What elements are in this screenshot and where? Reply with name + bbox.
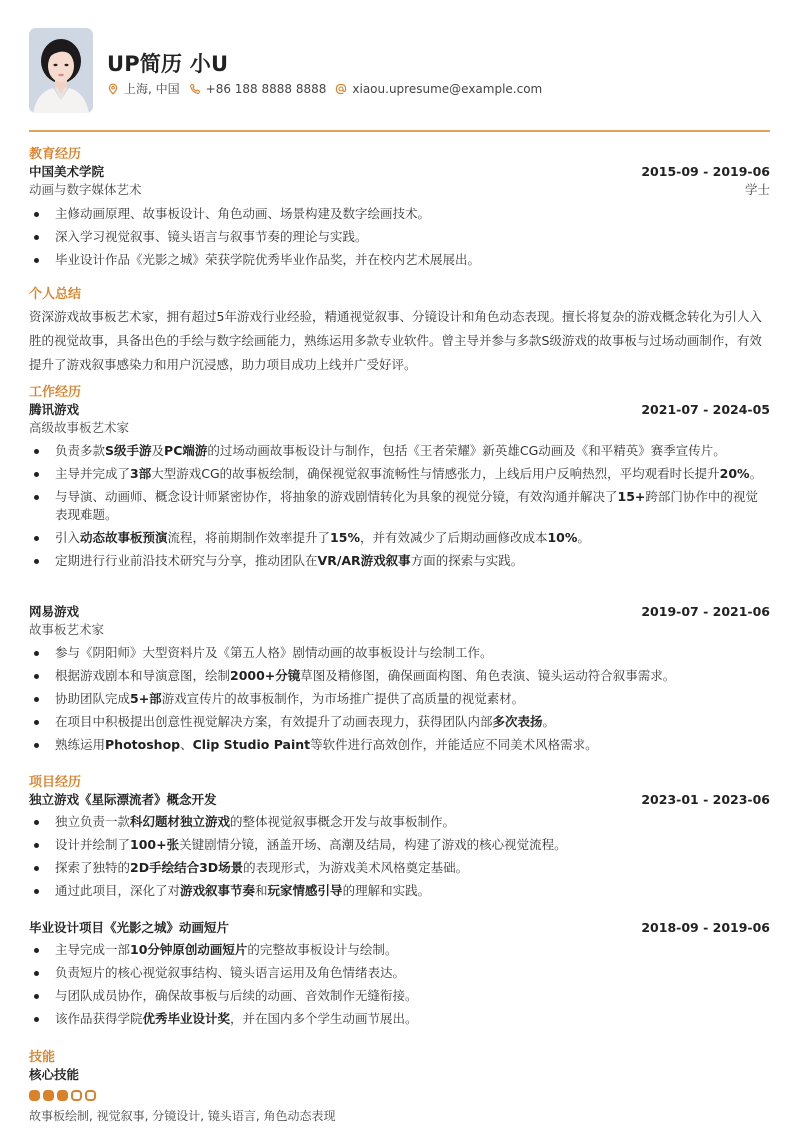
contact-info [107,80,551,97]
bullet-text: 主导并完成了 [55,466,131,481]
education-section [29,147,770,274]
job-date: 2019-07 - 2021-06 [641,604,770,619]
bullet-text: 大型游戏CG的故事板绘制，确保视觉叙事流畅性与情感张力，上线后用户反响热烈，平均观看时长提升 [151,466,720,481]
bullet-text: ，并有效减少了后期动画修改成本 [359,530,548,545]
bullet-text: 协助团队完成 [55,691,131,706]
projects-section [29,775,770,905]
work-section-2 [29,603,770,759]
location-text: 上海, 中国 [124,82,180,96]
highlight-text: 优秀毕业设计奖 [142,1011,231,1026]
list-item [29,442,770,460]
highlight-text: Photoshop [105,737,181,752]
education-subrow [29,181,770,199]
job-date: 2021-07 - 2024-05 [641,402,770,417]
list-item [29,836,770,854]
education-date: 2015-09 - 2019-06 [641,164,770,179]
contact-location [107,80,180,97]
company-name: 网易游戏 [29,604,80,619]
bullet-text: 负责多款 [55,443,106,458]
project-name: 毕业设计项目《光影之城》动画短片 [29,920,230,935]
list-item [29,465,770,483]
highlight-text: 5+部 [130,691,162,706]
skill-dot-filled-icon [43,1090,54,1101]
list-item [29,736,770,754]
map-pin-icon [107,83,119,95]
project-bullets [29,941,770,1028]
list-item [29,941,770,959]
highlight-text: 游戏叙事节奏 [180,883,256,898]
job-bullets [29,644,770,754]
skill-list: 故事板绘制, 视觉叙事, 分镜设计, 镜头语言, 角色动态表现 [29,1109,336,1123]
list-item [29,488,770,524]
highlight-text: 3部 [130,466,152,481]
summary-text: 资深游戏故事板艺术家，拥有超过5年游戏行业经验，精通视觉叙事、分镜设计和角色动态表现。擅长将复杂的游戏概念转化为引人入胜的视觉故事，具备出色的手绘与数字绘画能力，熟练运用多款专业软件。曾主导并参与多款S级游戏的故事板与过场动画制作，有效提升了游戏叙事感染力和用户沉浸感，助力项目成功上线并广受好评。 [29,309,762,372]
section-title-projects: 项目经历 [29,775,82,790]
school-name: 中国美术学院 [29,164,105,179]
candidate-name: UP简历 小U [107,52,229,76]
bullet-text: 与团队成员协作，确保故事板与后续的动画、音效制作无缝衔接。 [55,988,418,1003]
bullet-text: 的完整故事板设计与绘制。 [247,942,398,957]
job-bullets [29,442,770,570]
highlight-text: 动态故事板预演 [80,530,168,545]
project-bullets [29,813,770,900]
skill-dot-empty-icon [71,1090,82,1101]
highlight-text: 10% [547,530,578,545]
phone-text[interactable]: +86 188 8888 8888 [205,81,327,96]
list-item: 深入学习视觉叙事、镜头语言与叙事节奏的理论与实践。 [29,228,770,246]
work-section [29,385,770,575]
bullet-text: 该作品获得学院 [55,1011,143,1026]
highlight-text: 2D手绘结合3D场景 [130,860,244,875]
section-title-education: 教育经历 [29,147,82,162]
bullet-text: 的过场动画故事板设计与制作，包括《王者荣耀》新英雄CG动画及《和平精英》赛季宣传片。 [207,443,726,458]
bullet-text: 负责短片的核心视觉叙事结构、镜头语言运用及角色情绪表达。 [55,965,406,980]
bullet-text: 与导演、动画师、概念设计师紧密协作，将抽象的游戏剧情转化为具象的视觉分镜，有效沟通并解决了 [55,489,618,504]
contact-email [335,82,542,96]
highlight-text: 科幻题材独立游戏 [130,814,231,829]
education-row [29,163,770,181]
job-role: 故事板艺术家 [29,622,105,637]
education-bullets [29,205,770,269]
phone-icon [189,83,201,95]
bullet-text: 跨部门协作中的视觉表现难题。 [55,489,758,522]
list-item [29,552,770,570]
bullet-text: 通过此项目，深化了对 [55,883,181,898]
bullet-text: 、 [180,737,193,752]
job-role: 高级故事板艺术家 [29,420,130,435]
bullet-text: 等软件进行高效创作，并能适应不同美术风格需求。 [310,737,598,752]
list-item [29,690,770,708]
highlight-text: 20% [719,466,750,481]
highlight-text: 100+张 [130,837,180,852]
list-item [29,882,770,900]
list-item [29,667,770,685]
project-date: 2023-01 - 2023-06 [641,792,770,807]
highlight-text: VR/AR游戏叙事 [317,553,411,568]
bullet-text: 熟练运用 [55,737,106,752]
contact-phone [189,82,327,96]
company-name: 腾讯游戏 [29,402,80,417]
bullet-text: 流程，将前期制作效率提升了 [167,530,331,545]
skill-dot-filled-icon [29,1090,40,1101]
skill-dot-filled-icon [57,1090,68,1101]
highlight-text: 2000+分镜 [230,668,301,683]
header-divider [29,130,770,132]
bullet-text: 定期进行行业前沿技术研究与分享，推动团队在 [55,553,318,568]
section-title-work: 工作经历 [29,385,82,400]
list-item: 毕业设计作品《光影之城》荣获学院优秀毕业作品奖，并在校内艺术展展出。 [29,251,770,269]
bullet-text: 独立负责一款 [55,814,131,829]
resume-header [29,28,770,114]
bullet-text: 的整体视觉叙事概念开发与故事板制作。 [230,814,456,829]
degree: 学士 [744,182,770,197]
bullet-text: 探索了独特的 [55,860,131,875]
project-row [29,791,770,809]
highlight-text: 15+ [617,489,646,504]
list-item [29,964,770,982]
list-item [29,859,770,877]
avatar-portrait-icon [29,28,93,113]
bullet-text: 。 [749,466,763,481]
job-entry [29,603,770,754]
highlight-text: PC端游 [164,443,208,458]
bullet-text: 草图及精修图，确保画面构图、角色表演、镜头运动符合叙事需求。 [300,668,676,683]
project-name: 独立游戏《星际漂流者》概念开发 [29,792,217,807]
job-row [29,401,770,419]
skill-dot-empty-icon [85,1090,96,1101]
bullet-text: 方面的探索与实践。 [410,553,524,568]
bullet-text: 和 [255,883,268,898]
list-item [29,987,770,1005]
highlight-text: S级手游 [105,443,152,458]
bullet-text: 参与《阴阳师》大型资料片及《第五人格》剧情动画的故事板设计与绘制工作。 [55,645,493,660]
bullet-text: 的理解和实践。 [342,883,431,898]
list-item [29,813,770,831]
skill-level-rating [29,1090,770,1101]
bullet-text: 引入 [55,530,81,545]
bullet-text: 。 [577,530,590,545]
bullet-text: 及 [151,443,165,458]
list-item [29,713,770,731]
highlight-text: 10分钟原创动画短片 [130,942,248,957]
highlight-text: 玩家情感引导 [267,883,343,898]
profile-photo [29,28,93,113]
skills-section [29,1050,770,1124]
highlight-text: 15% [330,530,360,545]
projects-section-2 [29,919,770,1033]
major: 动画与数字媒体艺术 [29,182,142,197]
project-entry [29,791,770,900]
at-sign-icon [335,83,347,95]
bullet-text: 游戏宣传片的故事板制作，为市场推广提供了高质量的视觉素材。 [161,691,525,706]
summary-section [29,287,770,377]
skill-group-name: 核心技能 [29,1067,80,1082]
list-item [29,1010,770,1028]
list-item: 主修动画原理、故事板设计、角色动画、场景构建及数字绘画技术。 [29,205,770,223]
list-item [29,529,770,547]
bullet-text: 。 [542,714,556,729]
section-title-skills: 技能 [29,1050,56,1065]
list-item [29,644,770,662]
project-row [29,919,770,937]
bullet-text: 的表现形式，为游戏美术风格奠定基础。 [243,860,469,875]
project-entry [29,919,770,1028]
bullet-text: 根据游戏剧本和导演意图，绘制 [55,668,231,683]
highlight-text: Clip Studio Paint [192,737,311,752]
bullet-text: 关键剧情分镜，涵盖开场、高潮及结局，构建了游戏的核心视觉流程。 [179,837,567,852]
project-date: 2018-09 - 2019-06 [641,920,770,935]
bullet-text: 设计并绘制了 [55,837,131,852]
section-title-summary: 个人总结 [29,287,82,302]
email-text[interactable]: xiaou.upresume@example.com [352,81,543,96]
bullet-text: 主导完成一部 [55,942,131,957]
job-row [29,603,770,621]
highlight-text: 多次表扬 [492,714,543,729]
bullet-text: ，并在国内多个学生动画节展出。 [230,1011,418,1026]
bullet-text: 在项目中积极提出创意性视觉解决方案，有效提升了动画表现力，获得团队内部 [55,714,493,729]
job-entry [29,401,770,570]
